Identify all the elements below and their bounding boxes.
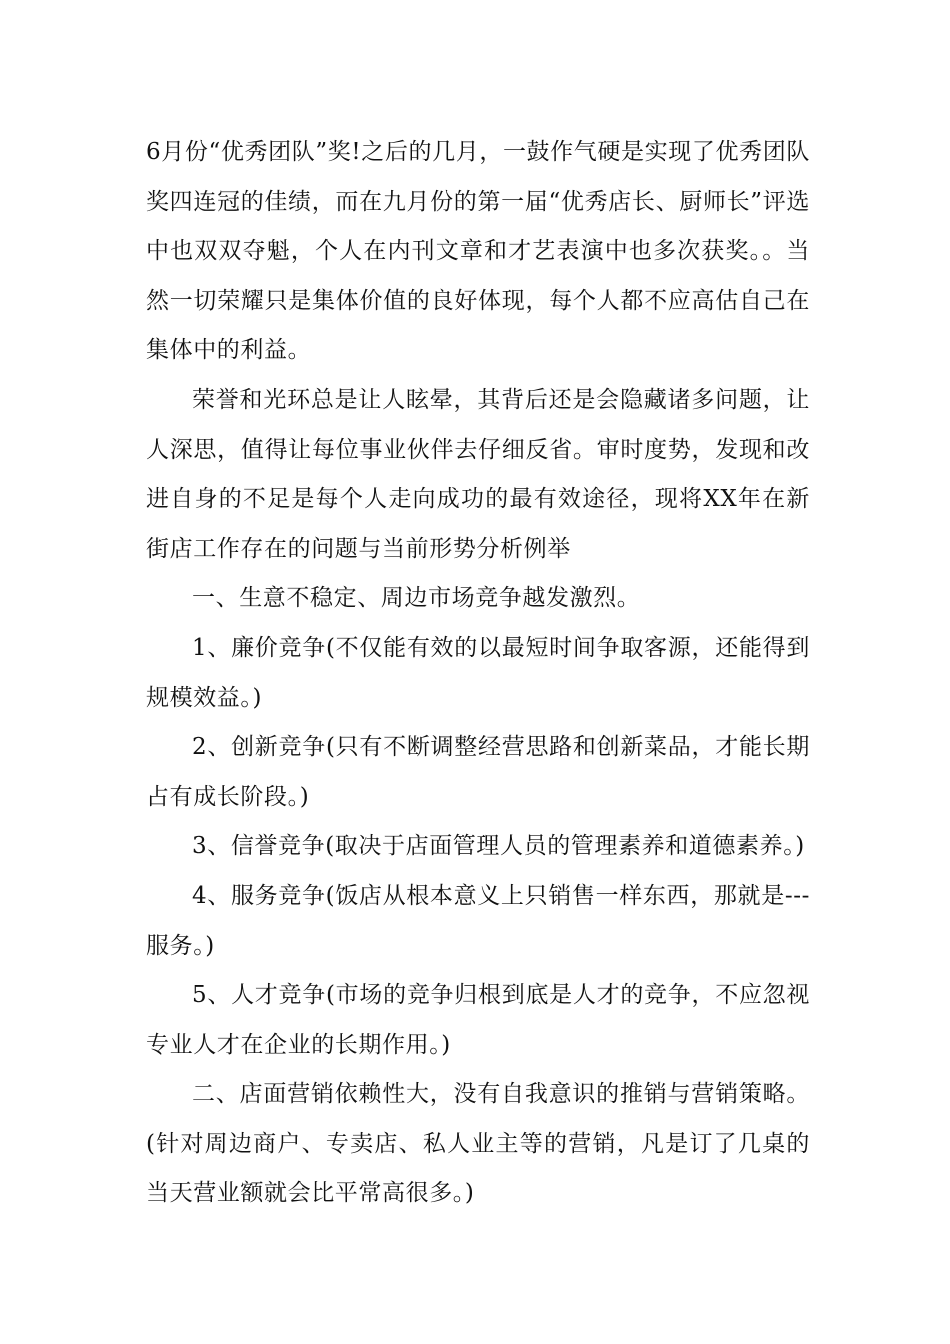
heading-section-one: 一、生意不稳定、周边市场竞争越发激烈。 — [192, 585, 641, 612]
document-body — [146, 128, 810, 1219]
list-item-price-competition: 1、廉价竞争(不仅能有效的以最短时间争取客源，还能得到规模效益。) — [146, 634, 810, 711]
heading-section-two: 二、店面营销依赖性大，没有自我意识的推销与营销策略。(针对周边商户、专卖店、私人业主等的营销，凡是订了几桌的当天营业额就会比平常高很多。) — [146, 1081, 810, 1207]
list-item-talent-competition: 5、人才竞争(市场的竞争归根到底是人才的竞争，不应忽视专业人才在企业的长期作用。) — [146, 982, 810, 1058]
paragraph-reflection: 荣誉和光环总是让人眩晕，其背后还是会隐藏诸多问题，让人深思，值得让每位事业伙伴去仔细反省。审时度势，发现和改进自身的不足是每个人走向成功的最有效途径，现将XX年在新街店工作存在的问题与当前形势分析例举 — [146, 386, 810, 562]
list-item-service-competition: 4、服务竞争(饭店从根本意义上只销售一样东西，那就是---服务。) — [146, 882, 810, 959]
paragraph-awards: 6月份“优秀团队”奖!之后的几月，一鼓作气硬是实现了优秀团队奖四连冠的佳绩，而在九月份的第一届“优秀店长、厨师长”评选中也双双夺魁，个人在内刊文章和才艺表演中也多次获奖。。当然一切荣耀只是集体价值的良好体现，每个人都不应高估自己在集体中的利益。 — [146, 139, 810, 364]
list-item-reputation-competition: 3、信誉竞争(取决于店面管理人员的管理素养和道德素养。) — [192, 833, 805, 860]
list-item-innovation-competition: 2、创新竞争(只有不断调整经营思路和创新菜品，才能长期占有成长阶段。) — [146, 734, 810, 810]
